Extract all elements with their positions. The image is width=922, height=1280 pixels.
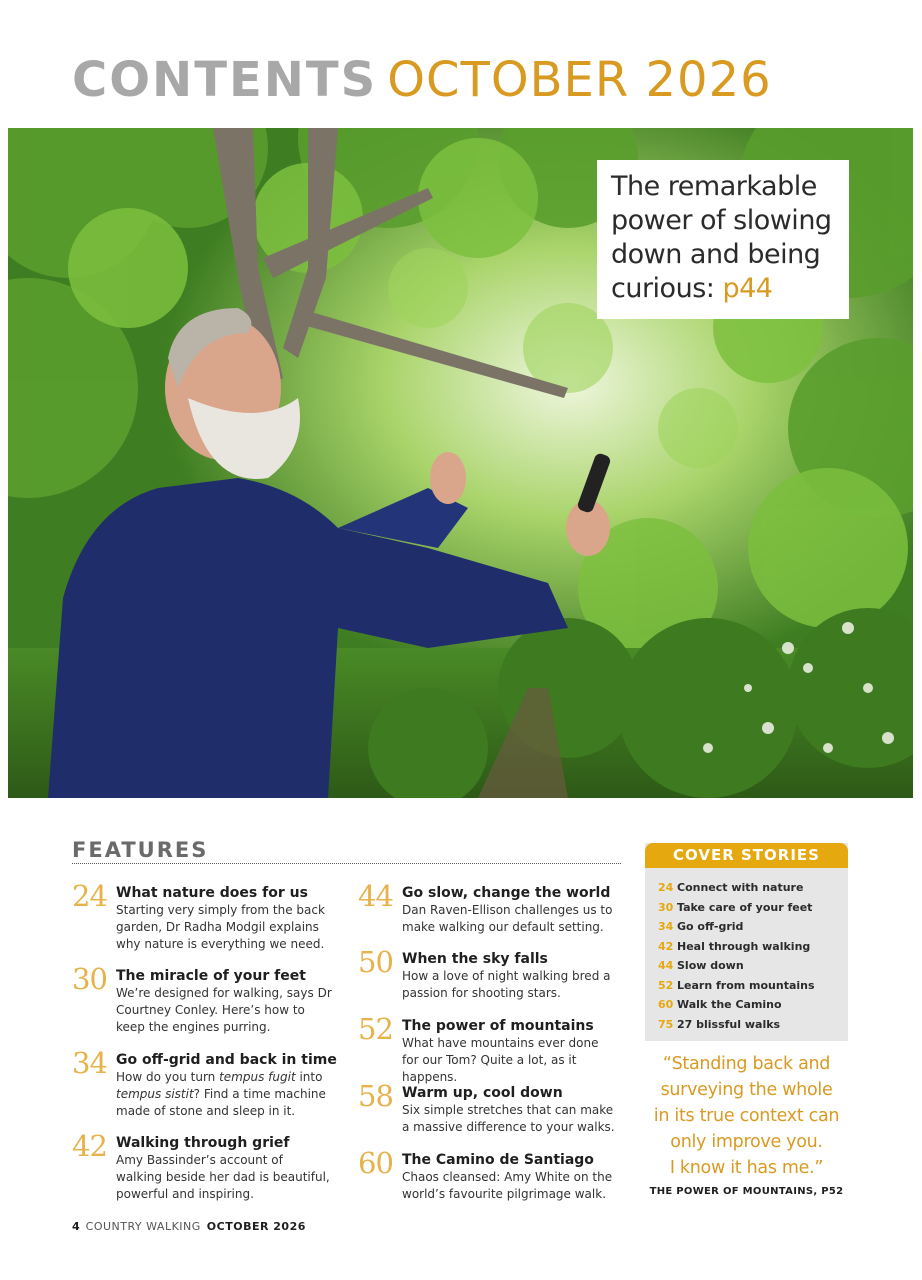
footer-issue-date: OCTOBER 2026 — [206, 1220, 306, 1233]
feature-page-number: 24 — [72, 879, 107, 913]
cover-story-page: 30 — [658, 900, 674, 914]
cover-story-page: 42 — [658, 939, 674, 953]
cover-story-label: Heal through walking — [677, 939, 811, 953]
cover-story-page: 44 — [658, 959, 674, 972]
pull-quote-line: only improve you. — [670, 1132, 823, 1152]
feature-page-number: 42 — [72, 1129, 107, 1163]
cover-story-item[interactable] — [658, 956, 848, 976]
hero-callout-text — [611, 170, 839, 306]
feature-page-number: 52 — [358, 1012, 393, 1046]
feature-title: The miracle of your feet — [116, 968, 306, 984]
features-divider — [72, 863, 621, 864]
feature-title: Warm up, cool down — [402, 1085, 563, 1101]
feature-title: Walking through grief — [116, 1135, 290, 1151]
magazine-name: COUNTRY WALKING — [85, 1220, 201, 1233]
cover-stories-heading: COVER STORIES — [645, 843, 848, 868]
issue-date: OCTOBER 2026 — [387, 52, 772, 108]
hero-callout-body: The remarkable power of slowing down and being curious: — [611, 171, 832, 304]
feature-description: Starting very simply from the back garden, Dr Radha Modgil explains why nature is everything we need. — [116, 903, 325, 951]
cover-story-label: Take care of your feet — [677, 900, 813, 914]
features-heading: FEATURES — [72, 838, 209, 862]
cover-story-item[interactable] — [658, 976, 848, 996]
pull-quote-source: THE POWER OF MOUNTAINS, P52 — [649, 1186, 844, 1197]
contents-label: CONTENTS — [72, 52, 378, 108]
feature-page-number: 60 — [358, 1146, 393, 1180]
cover-story-label: Walk the Camino — [677, 998, 782, 1011]
cover-story-page: 52 — [658, 978, 674, 992]
feature-description-italic: tempus sistit — [116, 1087, 194, 1101]
cover-story-label: Connect with nature — [677, 881, 804, 894]
cover-story-label: Slow down — [677, 959, 744, 972]
cover-story-page: 60 — [658, 998, 674, 1011]
feature-page-number: 50 — [358, 945, 393, 979]
cover-stories-panel — [645, 843, 848, 1041]
page-number: 4 — [72, 1220, 80, 1233]
pull-quote-line: in its true context can — [653, 1106, 840, 1126]
feature-description: What have mountains ever done for our Tom? Quite a lot, as it happens. — [402, 1036, 599, 1084]
hero-callout-page-ref: p44 — [722, 273, 773, 304]
cover-story-page: 24 — [658, 881, 674, 894]
cover-story-label: Go off-grid — [677, 920, 744, 933]
feature-description — [116, 1069, 332, 1120]
cover-story-item[interactable] — [658, 995, 848, 1015]
feature-description-italic: tempus fugit — [219, 1070, 296, 1084]
cover-story-item[interactable] — [658, 898, 848, 918]
cover-story-item[interactable] — [658, 1015, 848, 1035]
feature-title: Go off-grid and back in time — [116, 1052, 337, 1068]
feature-description: Amy Bassinder’s account of walking beside her dad is beautiful, powerful and inspiring. — [116, 1153, 330, 1201]
cover-story-page: 75 — [658, 1017, 674, 1031]
feature-description-part: How do you turn — [116, 1070, 220, 1084]
cover-story-item[interactable] — [658, 917, 848, 937]
feature-title: What nature does for us — [116, 885, 308, 901]
feature-description: Six simple stretches that can make a massive difference to your walks. — [402, 1103, 615, 1134]
feature-title: Go slow, change the world — [402, 885, 611, 901]
cover-story-label: 27 blissful walks — [677, 1017, 781, 1031]
feature-title: The Camino de Santiago — [402, 1152, 594, 1168]
page-title — [72, 52, 772, 112]
feature-page-number: 44 — [358, 879, 393, 913]
feature-description: Dan Raven-Ellison challenges us to make walking our default setting. — [402, 903, 613, 934]
cover-stories-list — [645, 868, 848, 1034]
feature-page-number: 34 — [72, 1046, 107, 1080]
feature-page-number: 30 — [72, 962, 107, 996]
cover-story-item[interactable] — [658, 878, 848, 898]
page-footer — [72, 1220, 306, 1233]
feature-page-number: 58 — [358, 1079, 393, 1113]
feature-description: Chaos cleansed: Amy White on the world’s favourite pilgrimage walk. — [402, 1170, 613, 1201]
feature-title: The power of mountains — [402, 1018, 594, 1034]
hero-callout — [597, 160, 849, 319]
pull-quote-line: “Standing back and — [662, 1054, 831, 1074]
cover-story-label: Learn from mountains — [677, 978, 815, 992]
pull-quote-line: I know it has me.” — [669, 1158, 824, 1178]
feature-description-part: into — [295, 1070, 323, 1084]
feature-title: When the sky falls — [402, 951, 548, 967]
feature-description: We’re designed for walking, says Dr Courtney Conley. Here’s how to keep the engines purring. — [116, 986, 332, 1034]
pull-quote — [645, 1051, 848, 1181]
cover-story-item[interactable] — [658, 937, 848, 957]
cover-story-page: 34 — [658, 920, 674, 933]
pull-quote-line: surveying the whole — [660, 1080, 833, 1100]
feature-description: How a love of night walking bred a passion for shooting stars. — [402, 969, 611, 1000]
feature-description-part: ? Find a time machine made of stone and sleep in it. — [116, 1087, 326, 1118]
